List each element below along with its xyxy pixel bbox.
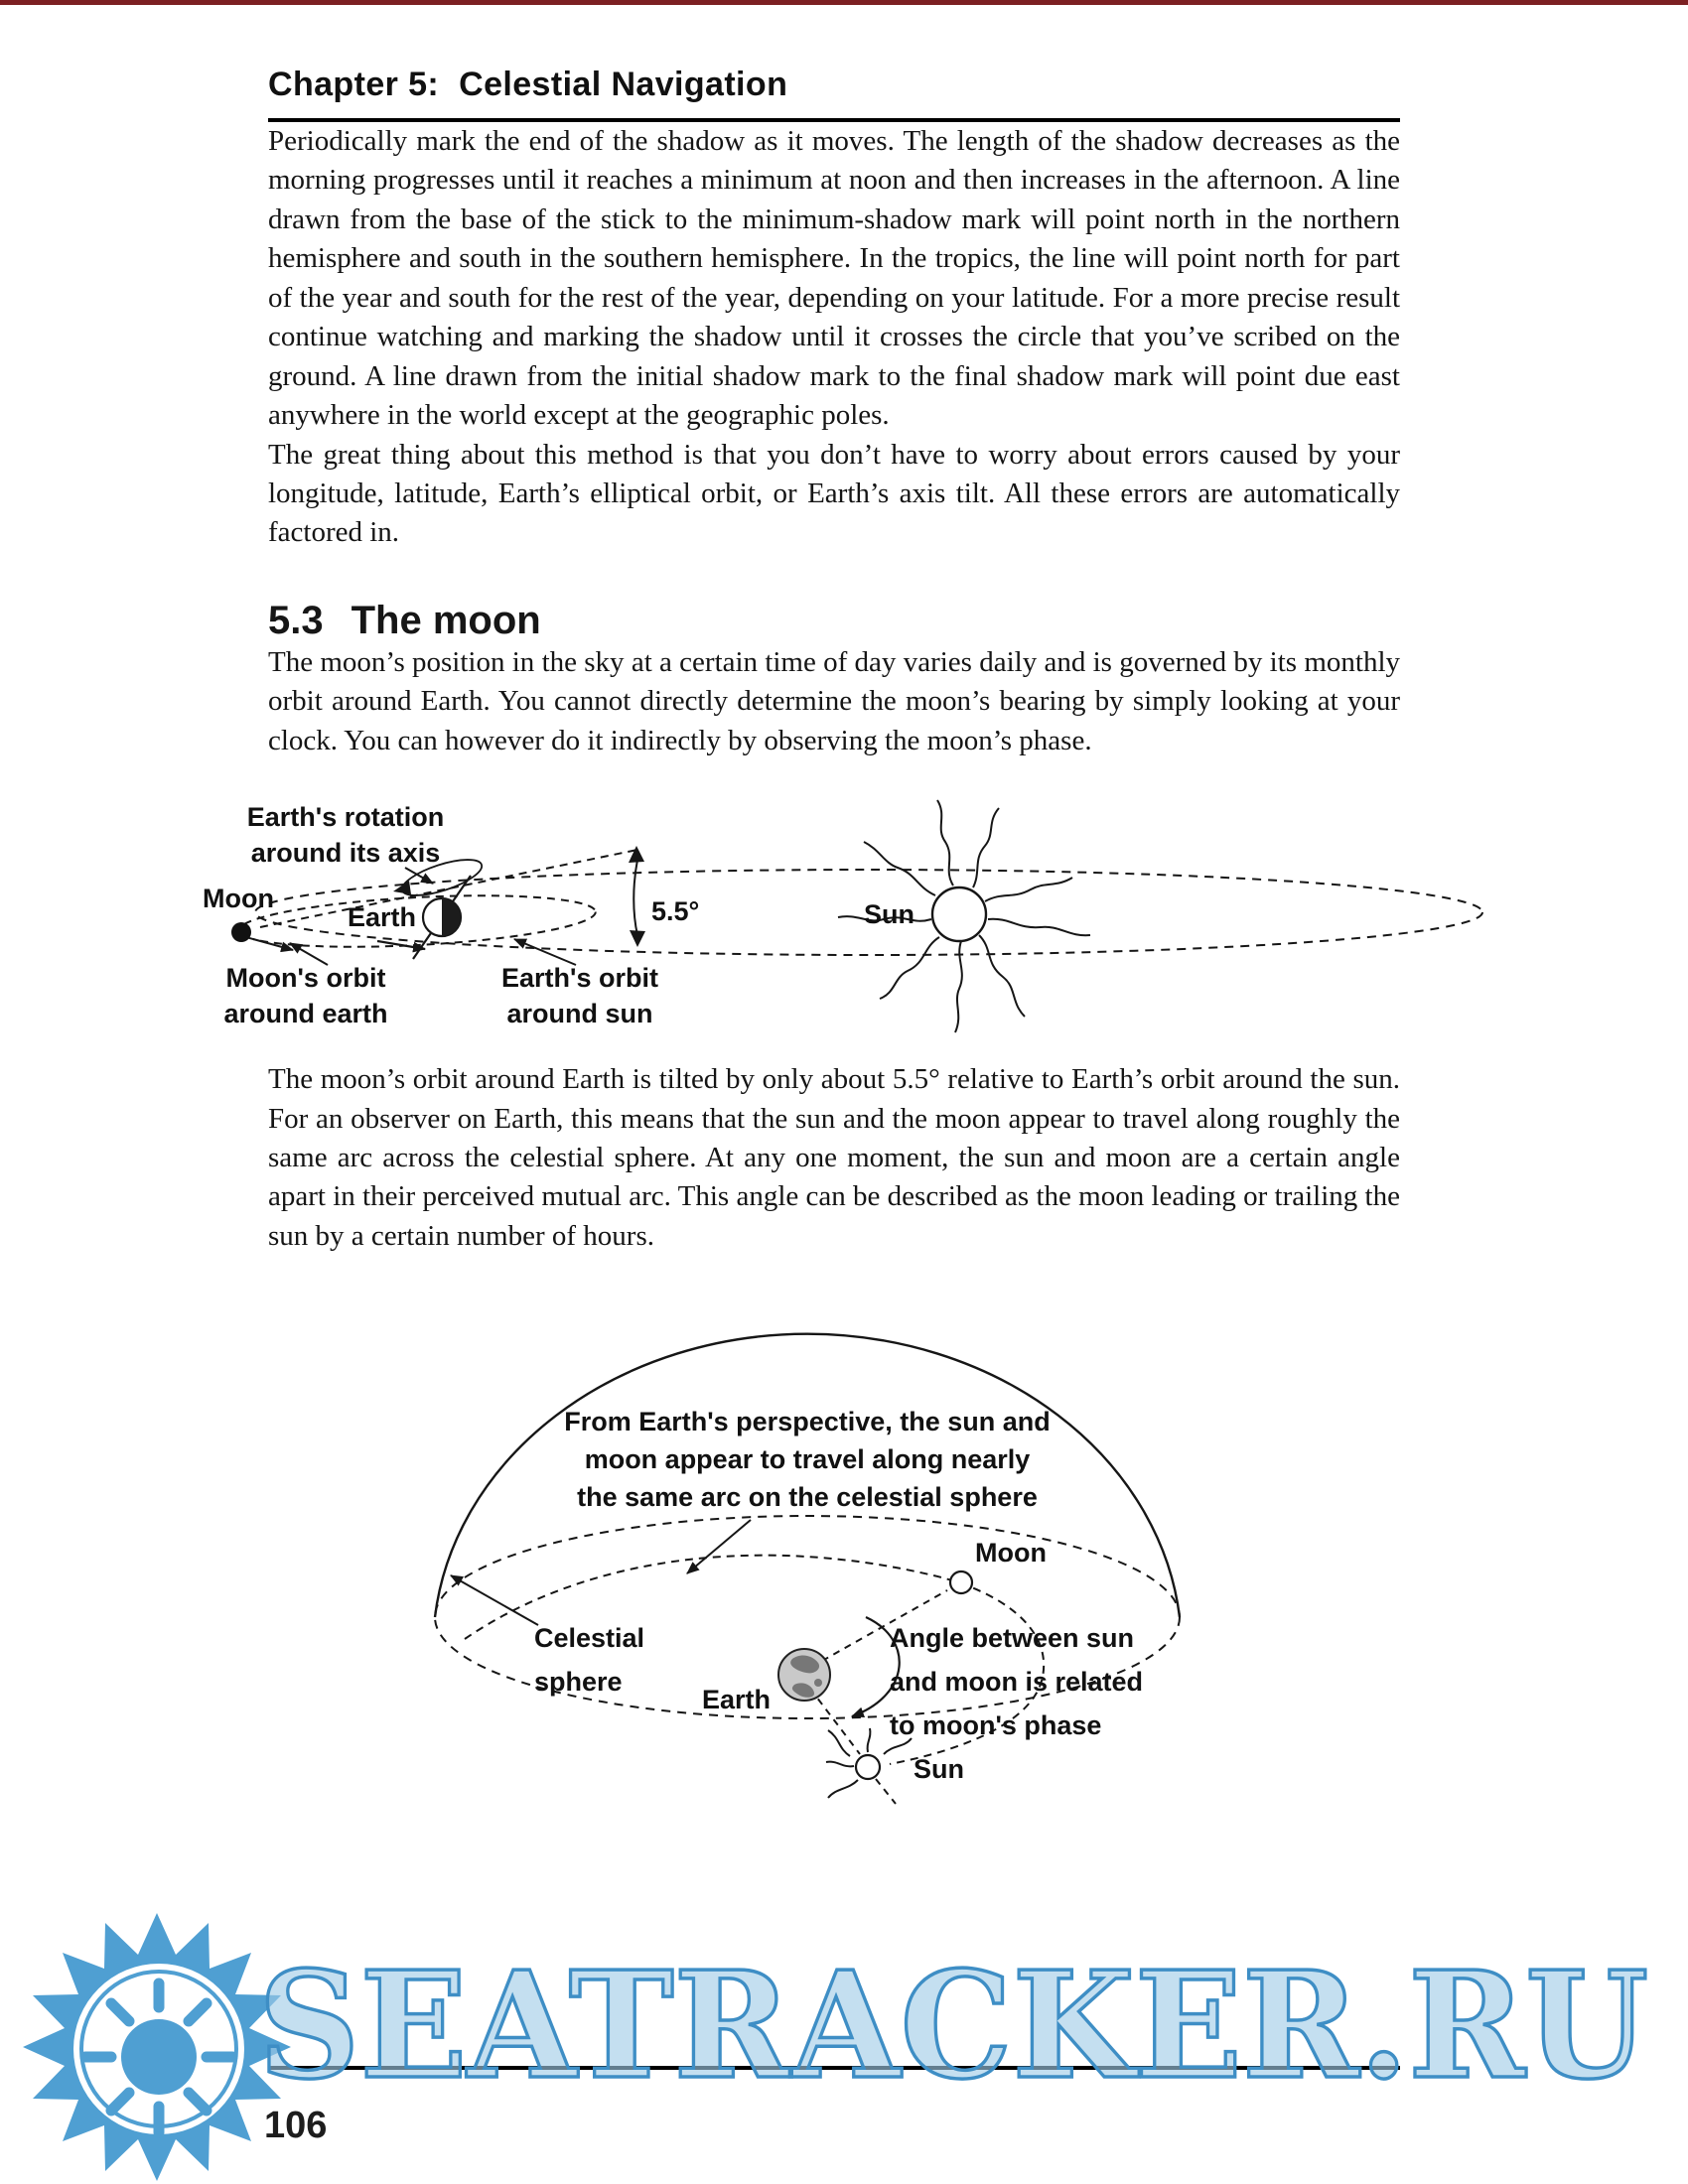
celestial-sphere-diagram <box>417 1290 1201 1806</box>
label-earth-orbit-line2: around sun <box>506 999 653 1029</box>
label-angle-line1: Angle between sun <box>890 1623 1135 1654</box>
rotation-label-leader <box>405 868 433 884</box>
label-sun: Sun <box>914 1754 964 1785</box>
earth-sun-sightline-extension <box>876 1779 896 1804</box>
orbit-diagram <box>179 790 1519 1060</box>
label-moon: Moon <box>975 1538 1047 1569</box>
moon-dot <box>231 922 251 942</box>
section-title: The moon <box>351 598 541 642</box>
label-sun: Sun <box>864 899 914 930</box>
paragraph-shadow-method: Periodically mark the end of the shadow as it moves. The length of the shadow decreases as the morning progresses until it reaches a minimum at noon and then increases in the afternoon. A line drawn from the base of the stick to the minimum-shadow mark will point north in the northern hemisphere and south in the southern hemisphere. In the tropics, the line will point north for part of the year and south for the rest of the year, depending on your latitude. For a more precise result continue watching and marking the shadow until it crosses the circle that you’ve scribed on the ground. A line drawn from the initial shadow mark to the final shadow mark will point due east anywhere in the world except at the geographic poles. <box>268 125 1400 432</box>
label-earth-rotation-line2: around its axis <box>250 838 441 869</box>
label-earth-rotation-line1: Earth's rotation <box>246 802 445 833</box>
label-earth: Earth <box>701 1685 771 1715</box>
chapter-number: Chapter 5: <box>268 66 440 103</box>
label-arc-note-line2: moon appear to travel along nearly <box>584 1444 1031 1475</box>
moon-dot <box>950 1571 972 1593</box>
celestial-sphere-leader <box>451 1575 538 1625</box>
earth-orbit-label-leader <box>514 939 576 965</box>
label-earth-orbit-line1: Earth's orbit <box>501 963 658 994</box>
label-tilt-angle: 5.5° <box>651 896 700 927</box>
arc-note-leader <box>687 1520 751 1573</box>
label-arc-note-line1: From Earth's perspective, the sun and <box>564 1407 1051 1437</box>
label-arc-note-line3: the same arc on the celestial sphere <box>577 1482 1038 1513</box>
earth-sun-sightline <box>810 1689 860 1754</box>
watermark <box>250 1946 1688 2119</box>
label-angle-line3: to moon's phase <box>890 1710 1102 1741</box>
label-moon-orbit-line2: around earth <box>223 999 388 1029</box>
earth-globe <box>778 1649 830 1701</box>
paragraph-moon-tilt: The moon’s orbit around Earth is tilted by only about 5.5° relative to Earth’s orbit around the sun. For an observer on Earth, this means that the sun and the moon appear to travel along roughly the same arc across the celestial sphere. At any one moment, the sun and moon are a certain angle apart in their perceived mutual arc. This angle can be described as the moon leading or trailing the sun by a certain number of hours. <box>268 1063 1400 1252</box>
paragraph-method-benefits: The great thing about this method is that you don’t have to worry about errors caused by your longitude, latitude, Earth’s elliptical orbit, or Earth’s axis tilt. All these errors are automatically factored in. <box>268 438 1400 549</box>
paragraph-moon-position: The moon’s position in the sky at a certain time of day varies daily and is governed by its monthly orbit around Earth. You cannot directly determine the moon’s bearing by simply looking at your clock. You can however do it indirectly by observing the moon’s phase. <box>268 645 1400 756</box>
logo-sun-icon <box>85 1983 232 2132</box>
watermark-text: SEATRACKER.RU <box>258 1946 1648 2112</box>
section-heading <box>268 599 1400 643</box>
chapter-header <box>268 66 1400 104</box>
page-content <box>203 0 1400 1806</box>
label-celestial-line2: sphere <box>534 1667 623 1698</box>
label-earth: Earth <box>348 902 417 933</box>
tilt-angle-marker <box>629 846 645 947</box>
chapter-title: Celestial Navigation <box>459 66 788 103</box>
page-number: 106 <box>264 2105 328 2146</box>
label-moon: Moon <box>203 884 274 914</box>
moon-direction-arrow <box>253 939 293 950</box>
label-moon-orbit-line1: Moon's orbit <box>225 963 386 994</box>
celestial-dome-arc <box>435 1334 1180 1617</box>
label-angle-line2: and moon is related <box>890 1667 1144 1698</box>
earth-rotation-arrowhead <box>393 881 411 894</box>
section-number: 5.3 <box>268 598 324 642</box>
label-celestial-line1: Celestial <box>534 1623 645 1654</box>
